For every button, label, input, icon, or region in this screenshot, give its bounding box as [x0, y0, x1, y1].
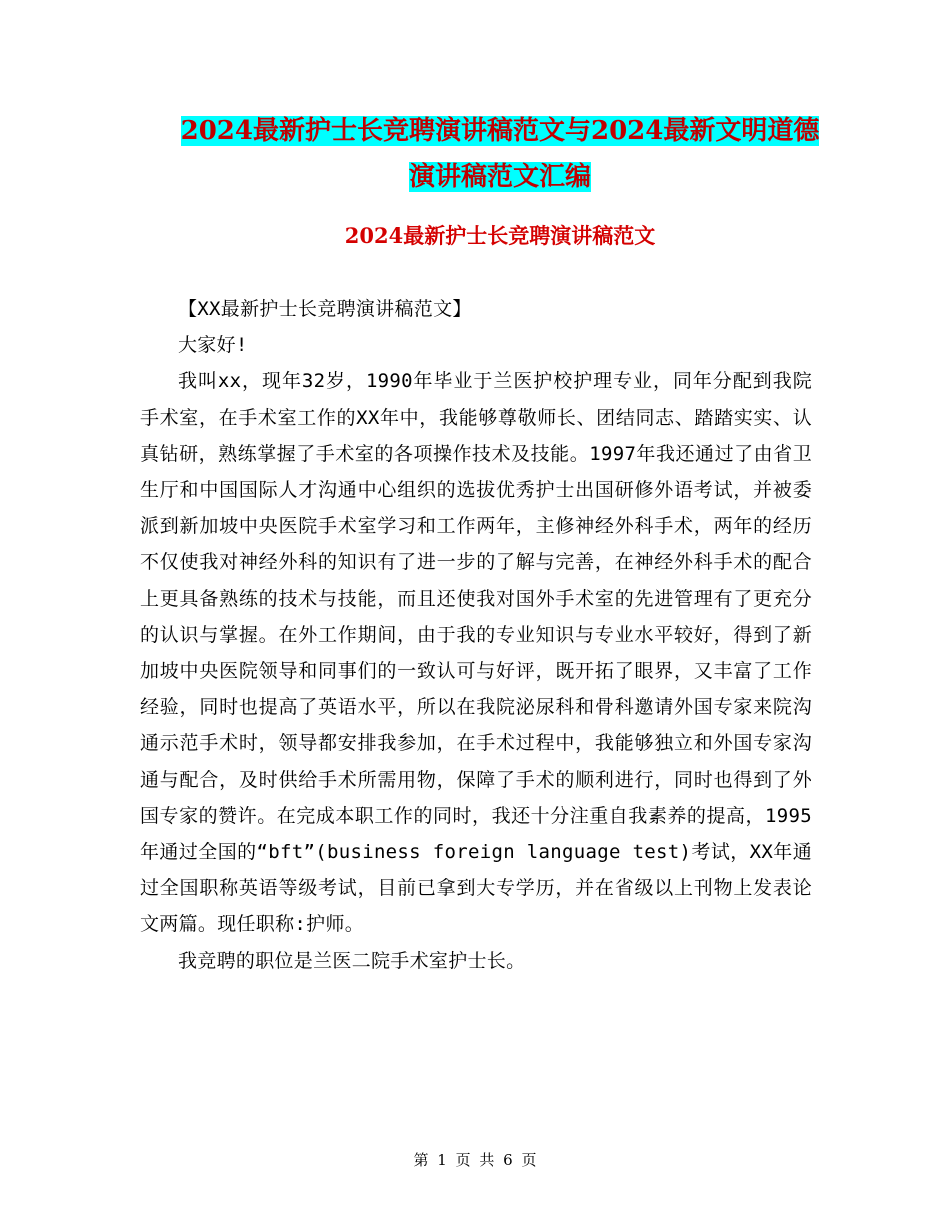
- paragraph-greeting: 大家好!: [178, 334, 248, 357]
- paragraph-subtitle: 【XX最新护士长竞聘演讲稿范文】: [178, 298, 472, 320]
- paragraph-main: 我叫xx，现年32岁，1990年毕业于兰医护校护理专业，同年分配到我院手术室，在手术室工作的XX年中，我能够尊敬师长、团结同志、踏踏实实、认真钻研，熟练掌握了手术室的各项操作技术及技能。1997年我还通过了由省卫生厅和中国国际人才沟通中心组织的选拔优秀护士出国研修外语考试，并被委派到新加坡中央医院手术室学习和工作两年，主修神经外科手术，两年的经历不仅使我对神经外科的知识有了进一步的了解与完善，在神经外科手术的配合上更具备熟练的技术与技能，而且还使我对国外手术室的先进管理有了更充分的认识与掌握。在外工作期间，由于我的专业知识与专业水平较好，得到了新加坡中央医院领导和同事们的一致认可与好评，既开拓了眼界，又丰富了工作经验，同时也提高了英语水平，所以在我院泌尿科和骨科邀请外国专家来院沟通示范手术时，领导都安排我参加，在手术过程中，我能够独立和外国专家沟通与配合，及时供给手术所需用物，保障了手术的顺利进行，同时也得到了外国专家的赞许。在完成本职工作的同时，我还十分注重自我素养的提高，1995年通过全国的“bft”(business foreign language test)考试，XX年通过全国职称英语等级考试，目前已拿到大专学历，并在省级以上刊物上发表论文两篇。现任职称:护师。: [140, 370, 812, 936]
- document-title: [140, 108, 860, 200]
- page-footer: 第 1 页 共 6 页: [413, 1151, 537, 1169]
- paragraph-position: 我竞聘的职位是兰医二院手术室护士长。: [178, 949, 526, 972]
- section-title: 2024最新护士长竞聘演讲稿范文: [344, 223, 656, 248]
- document-title-line-1: 2024最新护士长竞聘演讲稿范文与2024最新文明道德: [180, 116, 820, 146]
- document-body: [140, 291, 812, 979]
- document-title-line-2: 演讲稿范文汇编: [408, 162, 591, 192]
